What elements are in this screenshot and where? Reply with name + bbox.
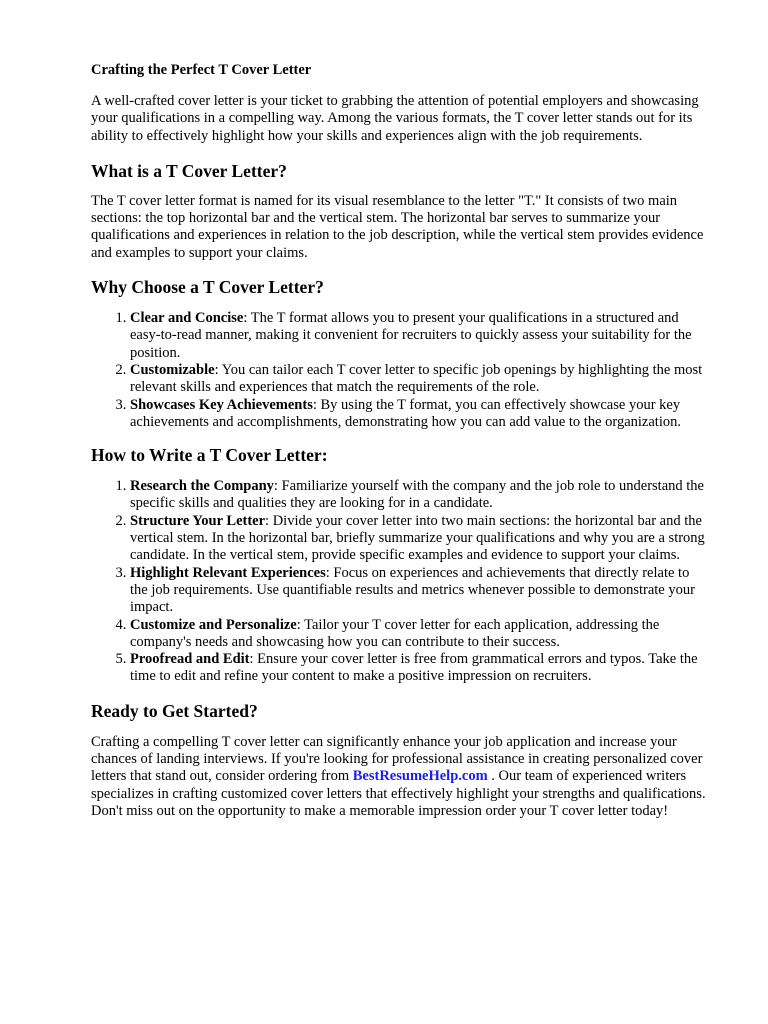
heading-how-to-write: How to Write a T Cover Letter: xyxy=(91,445,328,466)
heading-what-is: What is a T Cover Letter? xyxy=(91,160,287,181)
what-is-paragraph: The T cover letter format is named for its visual resemblance to the letter "T." It consists of two main sections: the top horizontal bar and the vertical stem. The horizontal bar serves to summarize your qualifications and experiences in relation to the job description, while the vertical stem provides evidence and examples to support your claims. xyxy=(91,192,704,261)
heading-ready: Ready to Get Started? xyxy=(91,700,258,721)
how-to-write-list xyxy=(91,478,708,686)
list-item-sep: : xyxy=(265,512,273,529)
list-item-term: Structure Your Letter xyxy=(130,512,266,529)
list-item-text: Focus on experiences and achievements that directly relate to the job requirements. Use quantifiable results and metrics whenever possible to demonstrate your impact. xyxy=(130,564,695,616)
list-item-term: Customize and Personalize xyxy=(130,616,297,633)
document-title: Crafting the Perfect T Cover Letter xyxy=(91,62,312,78)
list-item-sep: : xyxy=(312,396,321,413)
list-item-term: Clear and Concise xyxy=(130,310,244,327)
list-item xyxy=(130,478,708,513)
list-item xyxy=(130,310,708,362)
intro-paragraph: A well-crafted cover letter is your ticket to grabbing the attention of potential employers and showcasing your qualifications in a compelling way. Among the various formats, the T cover letter stands out for its ability to effectively highlight how your skills and experiences align with the job requirements. xyxy=(91,93,699,144)
list-item-term: Proofread and Edit xyxy=(130,651,250,668)
list-item-sep: : xyxy=(296,616,305,633)
list-item-text: The T format allows you to present your qualifications in a structured and easy-to-read manner, making it convenient for recruiters to quickly assess your suitability for the position. xyxy=(130,310,692,361)
list-item-text: Tailor your T cover letter for each application, addressing the company's needs and showcasing how you can contribute to their success. xyxy=(130,616,660,650)
list-item-text: By using the T format, you can effectively showcase your key achievements and accomplishments, demonstrating how you can add value to the organization. xyxy=(130,396,681,430)
list-item-sep: : xyxy=(243,310,251,327)
list-item-sep: : xyxy=(273,478,282,495)
heading-why-choose: Why Choose a T Cover Letter? xyxy=(91,277,324,298)
list-item-term: Research the Company xyxy=(130,478,274,495)
list-item-term: Highlight Relevant Experiences xyxy=(130,564,326,581)
list-item-text: Ensure your cover letter is free from grammatical errors and typos. Take the time to edit and refine your content to make a positive impression on recruiters. xyxy=(130,651,698,685)
list-item-sep: : xyxy=(249,651,258,668)
list-item xyxy=(130,513,708,565)
list-item-term: Showcases Key Achievements xyxy=(130,396,313,413)
why-choose-list xyxy=(91,310,708,431)
list-item xyxy=(130,651,708,686)
list-item xyxy=(130,617,708,652)
closing-text-after: . Our team of experienced writers specializes in crafting customized cover letters that effectively highlight your strengths and qualifications. Don't miss out on the opportunity to make a memorable impression order your T cover letter today! xyxy=(91,768,706,819)
list-item-term: Customizable xyxy=(130,361,215,378)
closing-paragraph xyxy=(91,734,708,820)
list-item xyxy=(130,362,708,397)
closing-text-before: Crafting a compelling T cover letter can significantly enhance your job application and increase your chances of landing interviews. If you're looking for professional assistance in creating personalized cover letters that stand out, consider ordering from xyxy=(91,733,703,785)
list-item-text: You can tailor each T cover letter to specific job openings by highlighting the most relevant skills and experiences that match the requirements of the role. xyxy=(130,361,703,396)
list-item-text: Divide your cover letter into two main sections: the horizontal bar and the vertical stem. In the horizontal bar, briefly summarize your qualifications and why you are a strong candidate. In the vertical stem, provide specific examples and evidence to support your claims. xyxy=(130,512,705,564)
list-item-text: Familiarize yourself with the company and the job role to understand the specific skills and qualities they are looking for in a candidate. xyxy=(130,478,704,512)
list-item-sep: : xyxy=(214,361,222,378)
best-resume-help-link[interactable]: BestResumeHelp.com xyxy=(352,768,488,785)
list-item-sep: : xyxy=(325,564,334,581)
list-item xyxy=(130,565,708,617)
list-item xyxy=(130,397,708,432)
